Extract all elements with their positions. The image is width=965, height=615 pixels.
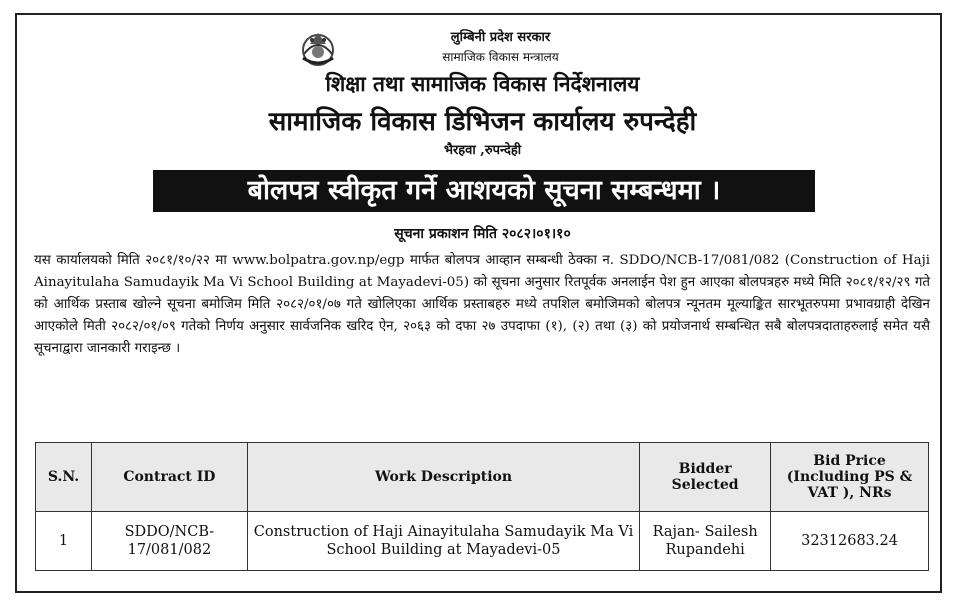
cell-sn: 1 [36, 512, 92, 571]
office-location: भैरहवा ,रुपन्देही [443, 143, 522, 158]
publication-date: सूचना प्रकाशन मिति २०८२।०१।१० [394, 226, 571, 242]
office-name: सामाजिक विकास डिभिजन कार्यालय रुपन्देही [268, 107, 697, 137]
notice-body: यस कार्यालयको मिति २०८१/१०/२२ मा www.bolpatra.gov.np/egp मार्फत बोलपत्र आव्हान सम्बन्धी ठेक्का न. SDDO/NCB-17/081/082 (Construction of Haji Ainayitulaha Samudayik Ma Vi School Building at Mayadevi-05) को सूचना अनुसार रितपूर्वक अनलाईन पेश हुन आएका बोलपत्रहरु मध्ये मिति २०८१/१२/२९ गते को आर्थिक प्रस्ताब खोल्ने सूचना बमोजिम मिति २०८२/०१/०७ गते खोलिएका आर्थिक प्रस्ताबहरु मध्ये तपशिल बमोजिमको बोलपत्र न्यूनतम मूल्याङ्कित सारभूतरुपमा प्रभावग्राही देखिन आएकोले मिती २०८२/०१/०९ गतेको निर्णय अनुसार सार्वजनिक खरिद ऐन, २०६३ को दफा २७ उपदाफा (१), (२) तथा (३) को प्रयोजनार्थ सम्बन्धित सबै बोलपत्रदाताहरुलाई समेत यसै सूचनाद्वारा जानकारी गराइन्छ । [34, 253, 930, 356]
cell-work-description: Construction of Haji Ainayitulaha Samudayik Ma Vi School Building at Mayadevi-05 [247, 512, 639, 571]
notice-title: बोलपत्र स्वीकृत गर्ने आशयको सूचना सम्बन्धमा । [153, 170, 815, 212]
cell-contract-id: SDDO/NCB-17/081/082 [91, 512, 247, 571]
table-header-row [36, 443, 929, 512]
col-header-sn: S.N. [36, 443, 92, 512]
col-header-bid-price: Bid Price (Including PS & VAT ), NRs [771, 443, 929, 512]
cell-bidder-selected: Rajan- Sailesh Rupandehi [640, 512, 771, 571]
contract-table [35, 442, 929, 571]
col-header-work-description: Work Description [247, 443, 639, 512]
table-row [36, 512, 929, 571]
col-header-contract-id: Contract ID [91, 443, 247, 512]
directorate-name: शिक्षा तथा सामाजिक विकास निर्देशनालय [325, 71, 640, 96]
ministry-name: सामाजिक विकास मन्त्रालय [442, 50, 559, 64]
cell-bid-price: 32312683.24 [771, 512, 929, 571]
col-header-bidder-selected: Bidder Selected [640, 443, 771, 512]
province-government: लुम्बिनी प्रदेश सरकार [450, 30, 551, 45]
